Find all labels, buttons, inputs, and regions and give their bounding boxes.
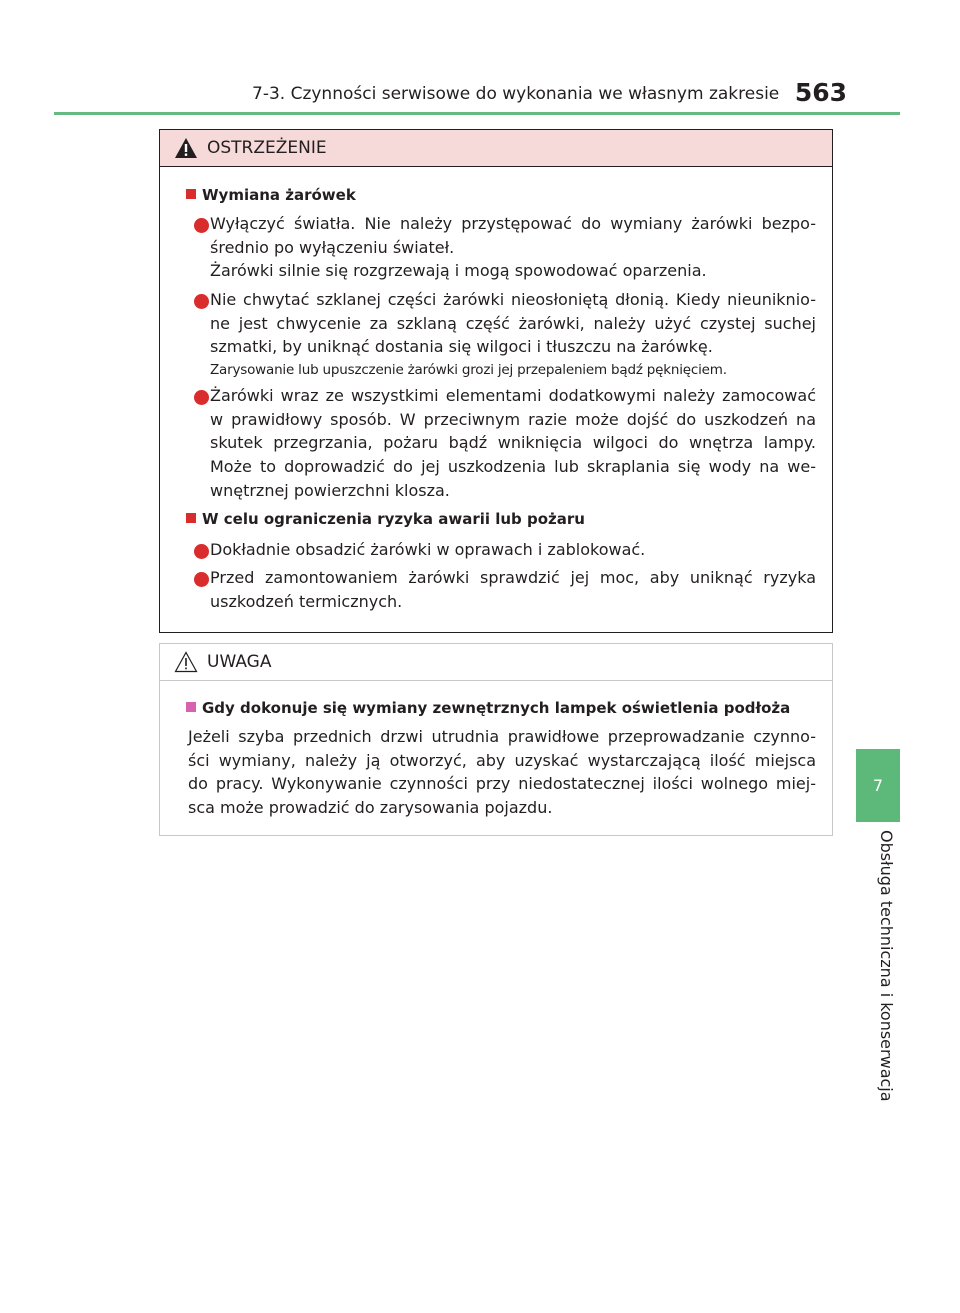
- bullet-icon: [194, 544, 209, 559]
- header-divider: [54, 112, 900, 115]
- section-title: Wymiana żarówek: [186, 186, 356, 204]
- chapter-tab[interactable]: 7: [856, 749, 900, 822]
- bullet-icon: [194, 218, 209, 233]
- warning-item: Przed zamontowaniem żarówki sprawdzić jej moc, aby uniknąć ryzyka uszkodzeń termicznych.: [210, 568, 816, 611]
- warning-title: OSTRZEŻENIE: [207, 138, 327, 158]
- bullet-icon: [194, 572, 209, 587]
- section-title: W celu ograniczenia ryzyka awarii lub pożaru: [186, 510, 585, 528]
- square-bullet-icon: [186, 702, 196, 712]
- warning-item: Dokładnie obsadzić żarówki w oprawach i zablokować.: [210, 540, 646, 559]
- caution-triangle-icon: [174, 651, 198, 673]
- page-header-title: 7-3. Czynności serwisowe do wykonania we własnym zakresie: [252, 84, 780, 104]
- warning-item: Nie chwytać szklanej części żarówki nieosłoniętą dłonią. Kiedy nieuniknio- ne jest chwycenie za szklaną część żarówki, należy użyć czystej suchej szmatki, by uniknąć dostania się wilgoci i tłuszczu na żarówkę. Zarysowanie lub upuszczenie żarówki grozi jej przepaleniem bądź pęknięciem.: [210, 290, 816, 379]
- warning-header: [160, 130, 832, 167]
- square-bullet-icon: [186, 513, 196, 523]
- notice-text: Jeżeli szyba przednich drzwi utrudnia prawidłowe przeprowadzanie czynno- ści wymiany, należy ją otworzyć, aby uzyskać wystarczającą ilość miejsca do pracy. Wykonywanie czynności przy niedostatecznej ilości wolnego miej- sca może prowadzić do zarysowania pojazdu.: [188, 727, 816, 818]
- bullet-icon: [194, 390, 209, 405]
- chapter-title-vertical: Obsługa techniczna i konserwacja: [877, 830, 896, 1102]
- warning-triangle-icon: [174, 137, 198, 159]
- warning-box: [159, 129, 833, 633]
- notice-header: [160, 644, 832, 681]
- page-number: 563: [794, 78, 847, 107]
- section-title: Gdy dokonuje się wymiany zewnętrznych lampek oświetlenia podłoża: [186, 699, 790, 717]
- notice-title: UWAGA: [207, 652, 272, 672]
- warning-item: Żarówki wraz ze wszystkimi elementami dodatkowymi należy zamocować w prawidłowy sposób. W przeciwnym razie może dojść do uszkodzeń na skutek przegrzania, pożaru bądź wniknięcia wilgoci do wnętrza lampy. Może to doprowadzić do jej uszkodzenia lub skraplania się wody na we- wnętrznej powierzchni klosza.: [210, 386, 816, 500]
- warning-item: Wyłączyć światła. Nie należy przystępować do wymiany żarówki bezpo- średnio po wyłączeniu świateł. Żarówki silnie się rozgrzewają i mogą spowodować oparzenia.: [210, 214, 816, 281]
- notice-box: [159, 643, 833, 836]
- bullet-icon: [194, 294, 209, 309]
- square-bullet-icon: [186, 189, 196, 199]
